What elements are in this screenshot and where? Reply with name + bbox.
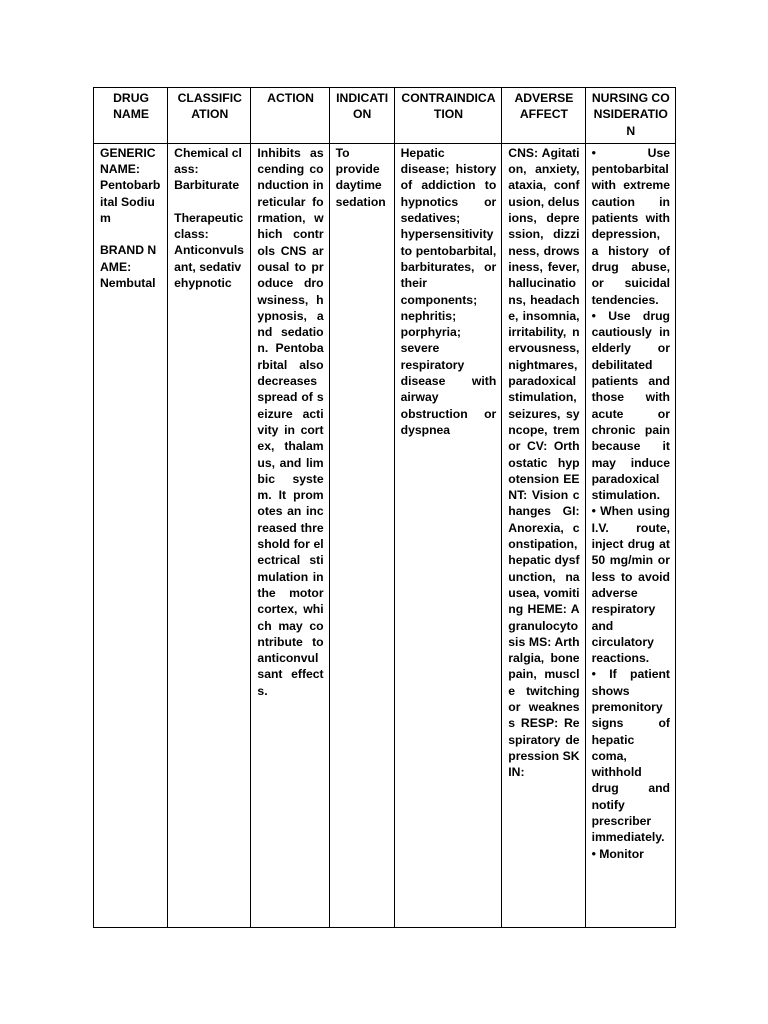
cell-classification	[168, 143, 251, 927]
generic-name-label: GENERIC NAME:	[100, 145, 156, 177]
header-adverse-affect: ADVERSE AFFECT	[502, 88, 585, 144]
header-nursing-consideration: NURSING CONSIDERATION	[585, 88, 675, 144]
therapeutic-class-label: Therapeutic class:	[174, 210, 244, 242]
generic-name-value: Pentobarbital Sodium	[100, 178, 161, 226]
nursing-item: • If patient shows premonitory signs of hepatic coma, withhold drug and notify prescriber immediately.	[591, 667, 670, 845]
brand-name-label: BRAND NAME:	[100, 243, 157, 274]
cell-adverse-affect: CNS: Agitation, anxiety, ataxia, confusion, delusions, depression, dizziness, drowsiness, fever, hallucinations, headache, insomnia, irritability, nervousness, nightmares, paradoxical stimulation, seizures, syncope, tremor CV: Orthostatic hypotension EENT: Vision changes GI: Anorexia, constipation, hepatic dysfunction, nausea, vomiting HEME: Agranulocytosis MS: Arthralgia, bone pain, muscle twitching or weakness RESP: Respiratory depression SKIN:	[502, 143, 585, 927]
chemical-class-label: Chemical class:	[174, 145, 242, 177]
header-contraindication: CONTRAINDICATION	[394, 88, 502, 144]
nursing-item: • When using I.V. route, inject drug at 50 mg/min or less to avoid adverse respiratory and circulatory reactions.	[591, 504, 670, 666]
drug-table	[93, 87, 676, 928]
nursing-item: • Use drug cautiously in elderly or debilitated patients and those with acute or chronic pain because it may induce paradoxical stimulation.	[591, 308, 670, 503]
cell-indication: To provide daytime sedation	[329, 143, 394, 927]
header-indication: INDICATION	[329, 88, 394, 144]
brand-name-value: Nembutal	[100, 275, 156, 290]
nursing-item: • Monitor	[591, 846, 644, 861]
cell-nursing-consideration	[585, 143, 675, 927]
cell-action: Inhibits ascending conduction in reticular formation, which controls CNS arousal to produce drowsiness, hypnosis, and sedation. Pentobarbital also decreases spread of seizure activity in cortex, thalamus, and limbic system. It promotes an increased threshold for electrical stimulation in the motor cortex, which may contribute to anticonvulsant effects.	[251, 143, 329, 927]
cell-contraindication: Hepatic disease; history of addiction to hypnotics or sedatives; hypersensitivity to pentobarbital, barbiturates, or their components; nephritis; porphyria; severe respiratory disease with airway obstruction or dyspnea	[394, 143, 502, 927]
header-classification: CLASSIFICATION	[168, 88, 251, 144]
chemical-class-value: Barbiturate	[174, 178, 240, 193]
header-row	[94, 88, 676, 144]
cell-drug-name	[94, 143, 168, 927]
nursing-item: • Use pentobarbital with extreme caution in patients with depression, a history of drug abuse, or suicidal tendencies.	[591, 145, 670, 307]
header-action: ACTION	[251, 88, 329, 144]
header-drug-name: DRUG NAME	[94, 88, 168, 144]
therapeutic-class-value: Anticonvulsant, sedativehypnotic	[174, 243, 244, 290]
drug-row	[94, 143, 676, 927]
